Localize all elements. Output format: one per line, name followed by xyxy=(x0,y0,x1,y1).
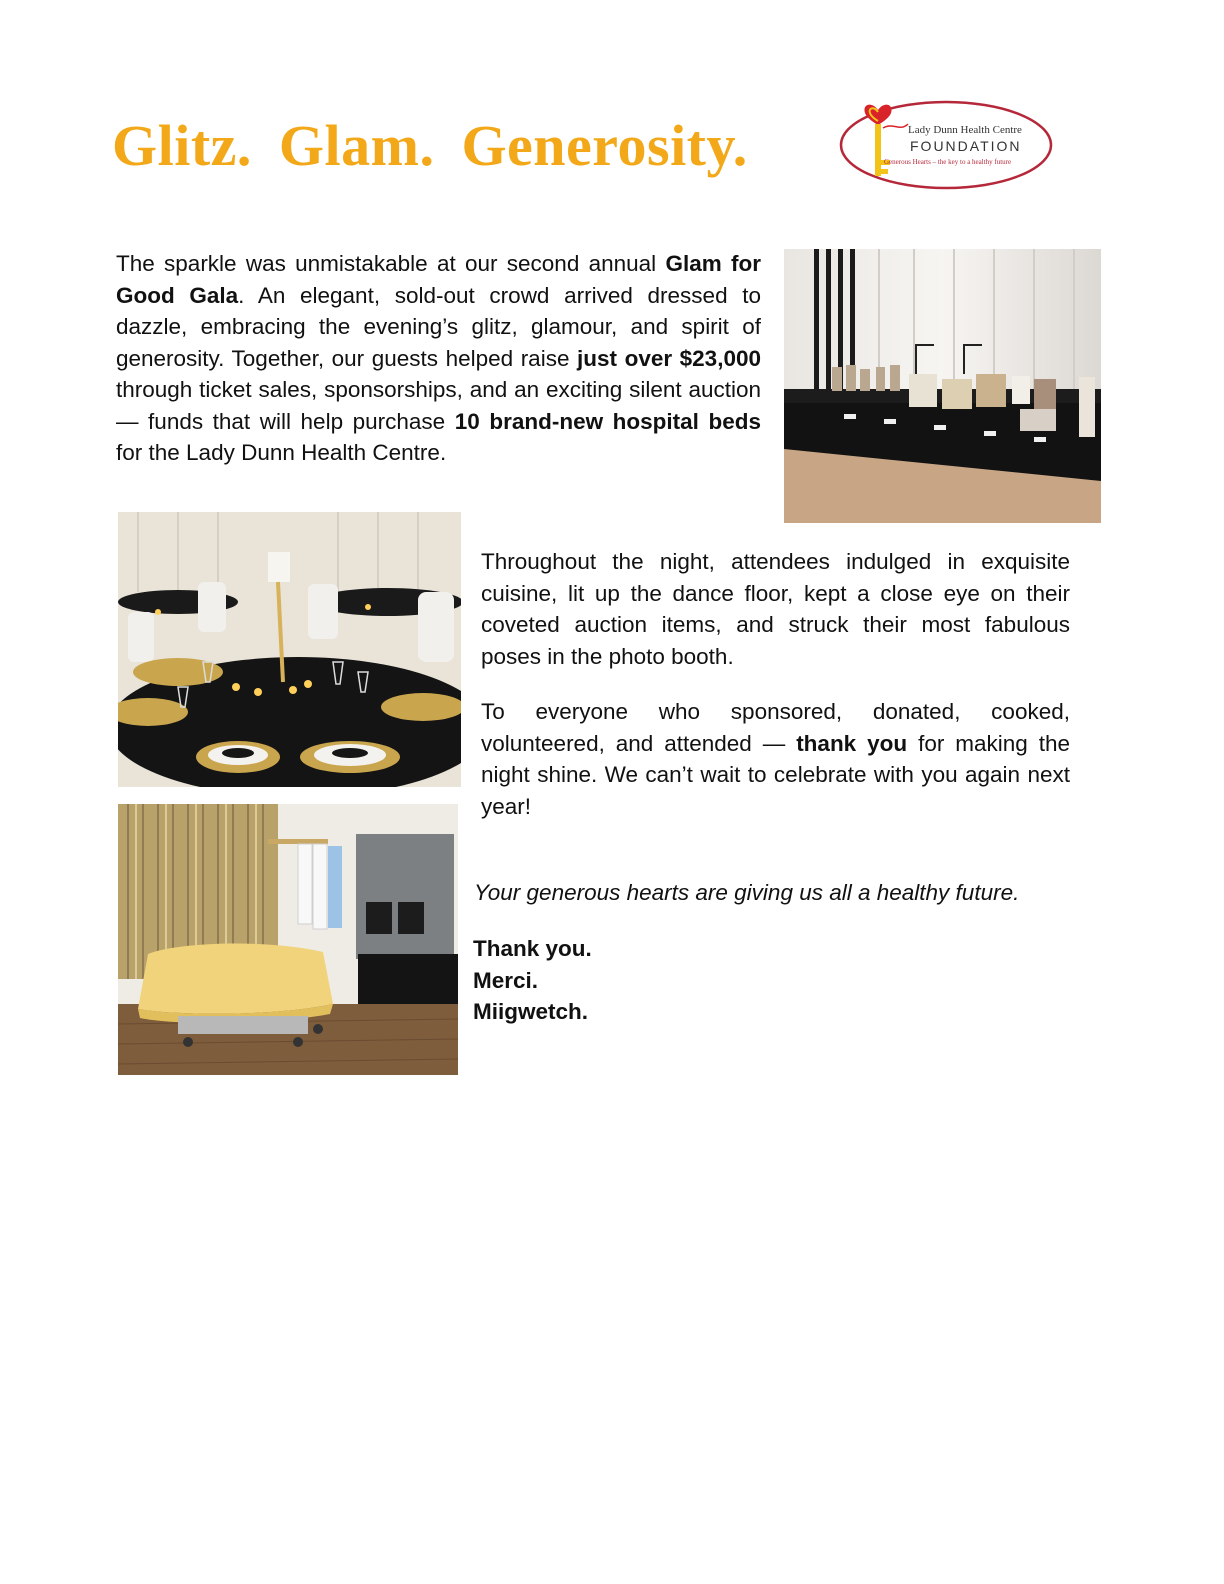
thank-you-emphasis: thank you xyxy=(796,730,908,756)
gala-name: Glam for Good Gala xyxy=(116,251,761,308)
healthy-future-quote: Your generous hearts are giving us all a healthy future. xyxy=(474,880,1020,905)
beds-purchased: 10 brand-new hospital beds xyxy=(454,408,761,434)
logo-line1: Lady Dunn Health Centre xyxy=(908,124,1022,136)
closing-french: Merci. xyxy=(473,967,539,993)
silent-auction-photo xyxy=(784,249,1101,523)
foundation-logo xyxy=(838,98,1054,192)
night-paragraph: Throughout the night, attendees indulged in exquisite cuisine, lit up the dance floor, kept a close eye on their coveted auction items, and struck their most fabulous poses in the photo booth. xyxy=(481,549,1070,669)
intro-paragraph: The sparkle was unmistakable at our second annual Glam for Good Gala. An elegant, sold-out crowd arrived dressed to dazzle, embracing the evening’s glitz, glamour, and spirit of generosity. Together, our guests helped raise just over $23,000 through ticket sales, sponsorships, and an exciting silent auction — funds that will help purchase 10 brand-new hospital beds for the Lady Dunn Health Centre. xyxy=(116,251,761,465)
page-headline: Glitz. Glam. Generosity. xyxy=(112,113,748,178)
amount-raised: just over $23,000 xyxy=(577,345,761,371)
photo-booth-photo xyxy=(118,804,458,1075)
logo-line2: FOUNDATION xyxy=(910,138,1022,154)
closing-thanks xyxy=(473,933,592,1028)
closing-english: Thank you. xyxy=(473,936,592,961)
gala-tables-photo xyxy=(118,512,461,787)
logo-tagline: Generous Hearts – the key to a healthy future xyxy=(884,158,1012,166)
thanks-paragraph: To everyone who sponsored, donated, cooked, volunteered, and attended — thank you for making the night shine. We can’t wait to celebrate with you again next year! xyxy=(481,699,1071,819)
closing-anishinaabe: Miigwetch. xyxy=(473,999,589,1024)
